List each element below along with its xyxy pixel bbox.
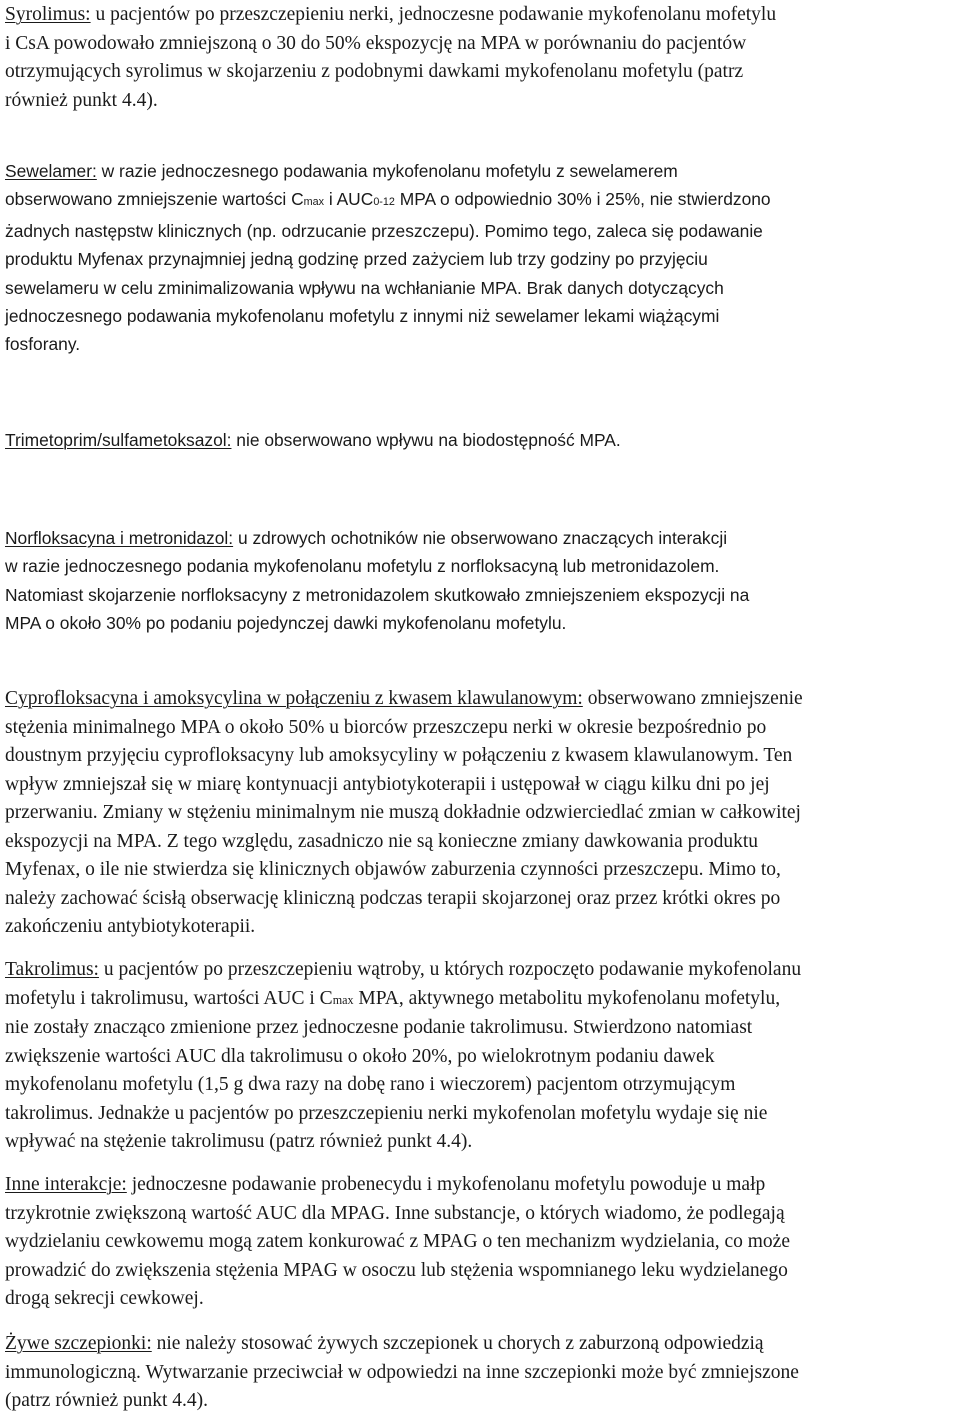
text-line: jednoczesnego podawania mykofenolanu mofetylu z innymi niż sewelamer lekami wiążącymi — [5, 306, 720, 327]
text-line: wpływ zmniejszał się w miarę kontynuacji antybiotykoterapii i ustępował w ciągu kilku dni po jej — [5, 773, 770, 795]
text-line — [5, 185, 955, 216]
text-segment: w razie jednoczesnego podawania mykofenolanu mofetylu z sewelamerem — [96, 161, 678, 181]
text-line: fosforany. — [5, 334, 81, 355]
term-cyprofloksacyna: Cyprofloksacyna i amoksycylina w połączeniu z kwasem klawulanowym: — [5, 688, 583, 709]
subscript-max: max — [303, 196, 325, 209]
text-segment: nie należy stosować żywych szczepionek u chorych z zaburzoną odpowiedzią — [151, 1333, 764, 1354]
text-line: produktu Myfenax przynajmniej jedną godzinę przed zażyciem lub trzy godziny po przyjęciu — [5, 249, 708, 270]
text-segment: u zdrowych ochotników nie obserwowano znaczących interakcji — [233, 528, 728, 548]
text-segment: mofetylu i takrolimusu, wartości AUC i C — [5, 987, 333, 1009]
text-line: trzykrotnie zwiększoną wartość AUC dla MPAG. Inne substancje, o których wiadomo, że podlegają — [5, 1202, 785, 1224]
text-line: również punkt 4.4). — [5, 89, 158, 111]
text-line — [5, 1330, 955, 1359]
text-line: MPA o około 30% po podaniu pojedynczej dawki mykofenolanu mofetylu. — [5, 613, 567, 634]
text-line — [5, 685, 955, 714]
text-line: zakończeniu antybiotykoterapii. — [5, 916, 256, 937]
text-line — [5, 1, 955, 30]
term-sewelamer: Sewelamer: — [5, 161, 97, 181]
subscript-max: max — [332, 992, 354, 1007]
paragraph-cyprofloksacyna — [5, 685, 955, 942]
text-line: mykofenolanu mofetylu (1,5 g dwa razy na dobę rano i wieczorem) pacjentom otrzymującym — [5, 1074, 736, 1095]
text-line — [5, 157, 955, 185]
text-segment: jednoczesne podawanie probenecydu i mykofenolanu mofetylu powoduje u małp — [126, 1174, 766, 1195]
text-line — [5, 524, 955, 552]
text-line: wydzielaniu cewkowemu mogą zatem konkurować z MPAG o ten mechanizm wydzielania, co może — [5, 1231, 790, 1252]
text-line: żadnych następstw klinicznych (np. odrzucanie przeszczepu). Pomimo tego, zaleca się podawanie — [5, 220, 763, 241]
text-line: należy zachować ścisłą obserwację kliniczną podczas terapii skojarzonej oraz przez krótki okres po — [5, 887, 781, 909]
text-segment: u pacjentów po przeszczepieniu wątroby, u których rozpoczęto podawanie mykofenolanu — [98, 959, 802, 980]
text-line: Myfenax, o ile nie stwierdza się klinicznych objawów zaburzenia czynności przeszczepu. Mimo to, — [5, 859, 781, 880]
subscript-range: 0-12 — [373, 196, 395, 209]
paragraph-inne-interakcje — [5, 1171, 955, 1314]
term-zywe-szczepionki: Żywe szczepionki: — [5, 1333, 152, 1354]
paragraph-syrolimus — [5, 1, 955, 115]
text-segment: obserwowano zmniejszenie — [582, 688, 803, 709]
text-line: stężenia minimalnego MPA o około 50% u biorców przeszczepu nerki w okresie bezpośrednio po — [5, 716, 767, 738]
text-line: ekspozycji na MPA. Z tego względu, zasadniczo nie są konieczne zmiany dawkowania produktu — [5, 830, 759, 852]
term-takrolimus: Takrolimus: — [5, 959, 99, 980]
text-line: Natomiast skojarzenie norfloksacyny z metronidazolem skutkowało zmniejszeniem ekspozycji na — [5, 584, 750, 605]
text-line — [5, 985, 955, 1015]
text-segment: MPA, aktywnego metabolitu mykofenolanu mofetylu, — [353, 987, 781, 1009]
text-line: wpływać na stężenie takrolimusu (patrz również punkt 4.4). — [5, 1131, 473, 1152]
text-line — [5, 426, 955, 454]
text-segment: MPA o odpowiednio 30% i 25%, nie stwierdzono — [394, 189, 771, 210]
text-line — [5, 956, 955, 985]
term-trimetoprim: Trimetoprim/sulfametoksazol: — [5, 430, 232, 450]
text-line: nie zostały znacząco zmienione przez jednoczesne podanie takrolimusu. Stwierdzono natomiast — [5, 1017, 753, 1038]
text-line: sewelameru w celu zminimalizowania wpływu na wchłanianie MPA. Brak danych dotyczących — [5, 277, 724, 298]
text-line: otrzymujących syrolimus w skojarzeniu z podobnymi dawkami mykofenolanu mofetylu (patrz — [5, 61, 744, 82]
text-line: przerwaniu. Zmiany w stężeniu minimalnym nie muszą dokładnie odzwierciedlać zmian w całkowitej — [5, 802, 801, 823]
text-line: w razie jednoczesnego podania mykofenolanu mofetylu z norfloksacyną lub metronidazolem. — [5, 556, 720, 577]
term-norfloksacyna: Norfloksacyna i metronidazol: — [5, 528, 234, 548]
text-line: prowadzić do zwiększenia stężenia MPAG w osoczu lub stężenia wspomnianego leku wydzielanego — [5, 1259, 788, 1281]
term-inne-interakcje: Inne interakcje: — [5, 1174, 127, 1195]
text-line — [5, 1171, 955, 1200]
text-line: immunologiczną. Wytwarzanie przeciwciał w odpowiedzi na inne szczepionki może być zmniejszone — [5, 1361, 799, 1383]
text-segment: u pacjentów po przeszczepieniu nerki, jednoczesne podawanie mykofenolanu mofetylu — [90, 4, 777, 25]
text-line: takrolimus. Jednakże u pacjentów po przeszczepieniu nerki mykofenolan mofetylu wydaje się nie — [5, 1102, 768, 1124]
paragraph-zywe-szczepionki — [5, 1330, 955, 1416]
text-line: zwiększenie wartości AUC dla takrolimusu o około 20%, po wielokrotnym podaniu dawek — [5, 1045, 715, 1067]
paragraph-norfloksacyna — [5, 524, 955, 638]
term-syrolimus: Syrolimus: — [5, 4, 91, 25]
text-line: i CsA powodowało zmniejszoną o 30 do 50% ekspozycję na MPA w porównaniu do pacjentów — [5, 32, 747, 54]
text-line: drogą sekrecji cewkowej. — [5, 1288, 204, 1309]
paragraph-trimetoprim — [5, 426, 955, 454]
text-segment: obserwowano zmniejszenie wartości C — [5, 189, 304, 210]
text-segment: i AUC — [324, 189, 374, 210]
text-line: (patrz również punkt 4.4). — [5, 1390, 209, 1411]
paragraph-sewelamer — [5, 157, 955, 359]
text-line: doustnym przyjęciu cyprofloksacyny lub amoksycyliny w połączeniu z kwasem klawulanowym. Ten — [5, 745, 793, 766]
text-segment: nie obserwowano wpływu na biodostępność MPA. — [231, 430, 621, 450]
paragraph-takrolimus — [5, 956, 955, 1157]
